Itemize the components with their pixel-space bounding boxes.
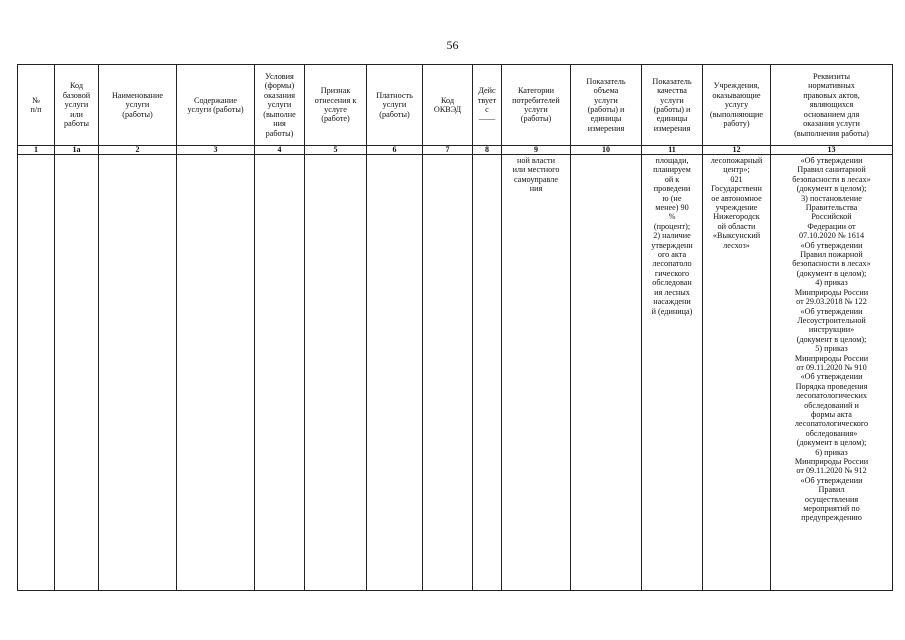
column-number: 10 bbox=[571, 146, 642, 155]
header-cell-service-name: Наименование услуги (работы) bbox=[99, 65, 177, 146]
column-number: 2 bbox=[99, 146, 177, 155]
header-cell-legal-acts: Реквизиты нормативных правовых актов, являющихся основанием для оказания услуги (выполнения работы) bbox=[771, 65, 893, 146]
header-cell-quality: Показатель качества услуги (работы) и единицы измерения bbox=[642, 65, 703, 146]
header-cell-base-code: Код базовой услуги или работы bbox=[55, 65, 99, 146]
cell-attribute bbox=[305, 155, 367, 591]
column-number: 3 bbox=[177, 146, 255, 155]
column-number: 1а bbox=[55, 146, 99, 155]
column-number: 4 bbox=[255, 146, 305, 155]
cell-valid-from bbox=[473, 155, 502, 591]
header-cell-conditions: Условия (формы) оказания услуги (выполне ния работы) bbox=[255, 65, 305, 146]
column-number: 7 bbox=[423, 146, 473, 155]
column-number: 11 bbox=[642, 146, 703, 155]
cell-volume bbox=[571, 155, 642, 591]
column-number: 6 bbox=[367, 146, 423, 155]
cell-content bbox=[177, 155, 255, 591]
registry-table bbox=[17, 64, 893, 591]
cell-legal-acts: «Об утверждении Правил санитарной безопасности в лесах» (документ в целом); 3) постановление Правительства Российской Федерации от 07.10.2020 № 1614 «Об утверждении Правил пожарной безопасности в лесах» (документ в целом); 4) приказ Минприроды России от 29.03.2018 № 122 «Об утверждении Лесоустроительной инструкции» (документ в целом); 5) приказ Минприроды России от 09.11.2020 № 910 «Об утверждении Порядка проведения лесопатологических обследований и формы акта лесопатологического обследования» (документ в целом); 6) приказ Минприроды России от 09.11.2020 № 912 «Об утверждении Правил осуществления мероприятий по предупреждению bbox=[771, 155, 893, 591]
header-row bbox=[18, 65, 893, 146]
cell-consumers: ной власти или местного самоуправле ния bbox=[502, 155, 571, 591]
header-cell-valid-from: Дейс твует с —— bbox=[473, 65, 502, 146]
column-number: 9 bbox=[502, 146, 571, 155]
header-cell-number: № п/п bbox=[18, 65, 55, 146]
cell-number bbox=[18, 155, 55, 591]
header-cell-content: Содержание услуги (работы) bbox=[177, 65, 255, 146]
header-cell-consumers: Категории потребителей услуги (работы) bbox=[502, 65, 571, 146]
header-cell-volume: Показатель объема услуги (работы) и единицы измерения bbox=[571, 65, 642, 146]
column-number: 5 bbox=[305, 146, 367, 155]
header-cell-institutions: Учреждения, оказывающие услугу (выполняющие работу) bbox=[703, 65, 771, 146]
header-cell-okved: Код ОКВЭД bbox=[423, 65, 473, 146]
column-number: 1 bbox=[18, 146, 55, 155]
column-number: 8 bbox=[473, 146, 502, 155]
header-cell-attribute: Признак отнесения к услуге (работе) bbox=[305, 65, 367, 146]
page-number: 56 bbox=[446, 38, 459, 52]
cell-service-name bbox=[99, 155, 177, 591]
table-row bbox=[18, 155, 893, 591]
cell-okved bbox=[423, 155, 473, 591]
cell-quality: площади, планируем ой к проведени ю (не менее) 90 % (процент); 2) наличие утвержденн ого акта лесопатоло гического обследован ия лесных насаждени й (единица) bbox=[642, 155, 703, 591]
header-cell-payment: Платность услуги (работы) bbox=[367, 65, 423, 146]
column-number-row bbox=[18, 146, 893, 155]
cell-payment bbox=[367, 155, 423, 591]
cell-conditions bbox=[255, 155, 305, 591]
cell-base-code bbox=[55, 155, 99, 591]
cell-institutions: лесопожарный центр»; 021 Государственн ое автономное учреждение Нижегородск ой области «Выксунский лесхоз» bbox=[703, 155, 771, 591]
column-number: 13 bbox=[771, 146, 893, 155]
column-number: 12 bbox=[703, 146, 771, 155]
